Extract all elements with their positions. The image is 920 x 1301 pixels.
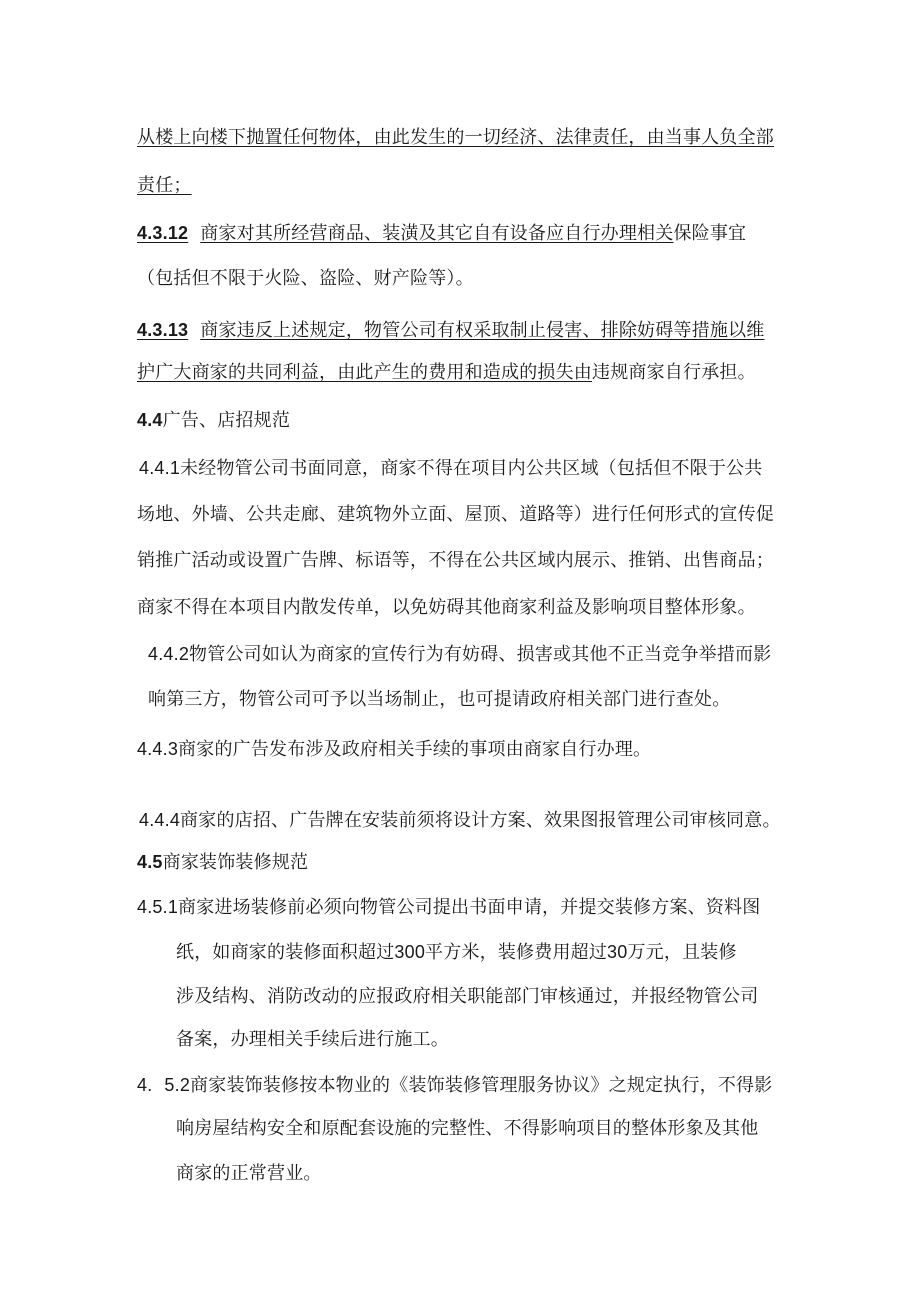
clause-4-5-1-line-2 [176,940,737,965]
clause-text: 物管公司如认为商家的宣传行为有妨碍、损害或其他不正当竞争举措而影 [189,644,772,665]
intro-line-1: 从楼上向楼下抛置任何物体，由此发生的一切经济、法律责任，由当事人负全部 [137,127,774,148]
clause-text-tail: 保险事宜 [673,223,747,244]
section-title: 广告、店招规范 [162,410,291,431]
clause-number: 4.5.1 [137,897,179,917]
clause-number: 4.3.12 [137,223,189,243]
clause-4-4-4 [139,808,781,833]
clause-text: 纸，如商家的装修面积超过 [176,942,395,963]
clause-4-4-1-line-3: 销推广活动或设置广告牌、标语等，不得在公共区域内展示、推销、出售商品； [137,550,774,571]
clause-4-5-2-line-2: 响房屋结构安全和原配套设施的完整性、不得影响项目的整体形象及其他 [176,1118,759,1139]
clause-4-4-2-line-1 [148,642,771,667]
section-title: 商家装饰装修规范 [162,852,309,873]
clause-text: 商家进场装修前必须向物管公司提出书面申请，并提交装修方案、资料图 [178,897,761,918]
intro-line-2: 责任； [137,175,192,196]
clause-text: 商家的店招、广告牌在安装前须将设计方案、效果图报管理公司审核同意。 [180,810,781,831]
section-4-4-heading [137,408,290,433]
clause-4-4-1-line-4: 商家不得在本项目内散发传单，以免妨碍其他商家利益及影响项目整体形象。 [137,597,756,618]
clause-4-5-1-line-3: 涉及结构、消防改动的应报政府相关职能部门审核通过，并报经物管公司 [176,986,759,1007]
clause-4-4-1-line-1 [139,456,762,481]
clause-text: 未经物管公司书面同意，商家不得在项目内公共区域（包括但不限于公共 [180,458,763,479]
clause-text: 万元，且装修 [627,942,737,963]
clause-text: 商家违反上述规定，物管公司有权采取制止侵害、排除妨碍等措施以维 [200,320,765,341]
clause-4-3-13-line-2 [137,361,756,385]
clause-4-4-3 [137,737,651,762]
clause-4-4-2-line-2: 响第三方，物管公司可予以当场制止，也可提请政府相关部门进行查处。 [148,689,731,710]
clause-text-tail: 违规商家自行承担。 [592,362,756,383]
clause-text: 商家装饰装修按本物业的《装饰装修管理服务协议》之规定执行，不得影 [190,1075,773,1096]
clause-4-5-1-line-4: 备案，办理相关手续后进行施工。 [176,1029,449,1050]
clause-number: 4.3.13 [137,320,189,340]
clause-number: 4.4.1 [139,458,181,478]
clause-4-5-2-line-1 [137,1073,772,1098]
clause-4-3-12-line-1 [137,221,746,246]
cost-value: 30 [607,942,628,962]
area-value: 300 [394,942,426,962]
clause-text: 商家的广告发布涉及政府相关手续的事项由商家自行办理。 [178,739,652,760]
clause-number: 4.4.2 [148,644,190,664]
clause-number: 4.4.3 [137,739,179,759]
clause-4-4-1-line-2: 场地、外墙、公共走廊、建筑物外立面、屋顶、道路等）进行任何形式的宣传促 [137,504,774,525]
clause-text: 护广大商家的共同利益，由此产生的费用和造成的损失由 [137,362,592,383]
clause-4-5-2-line-3: 商家的正常营业。 [176,1163,322,1184]
clause-4-3-13-line-1 [137,318,764,343]
clause-text: 平方米，装修费用超过 [425,942,608,963]
clause-text: 商家对其所经营商品、装潢及其它自有设备应自行办理相关 [200,223,674,244]
clause-number: 4.4.4 [139,810,181,830]
section-number: 4.5 [137,852,163,872]
section-number: 4.4 [137,410,163,430]
clause-number-part-2: 5.2 [164,1075,191,1095]
clause-4-5-1-line-1 [137,895,760,920]
section-4-5-heading [137,850,308,875]
clause-number-part-1: 4. [137,1075,153,1095]
clause-4-3-12-line-2: （包括但不限于火险、盗险、财产险等）。 [137,268,474,289]
